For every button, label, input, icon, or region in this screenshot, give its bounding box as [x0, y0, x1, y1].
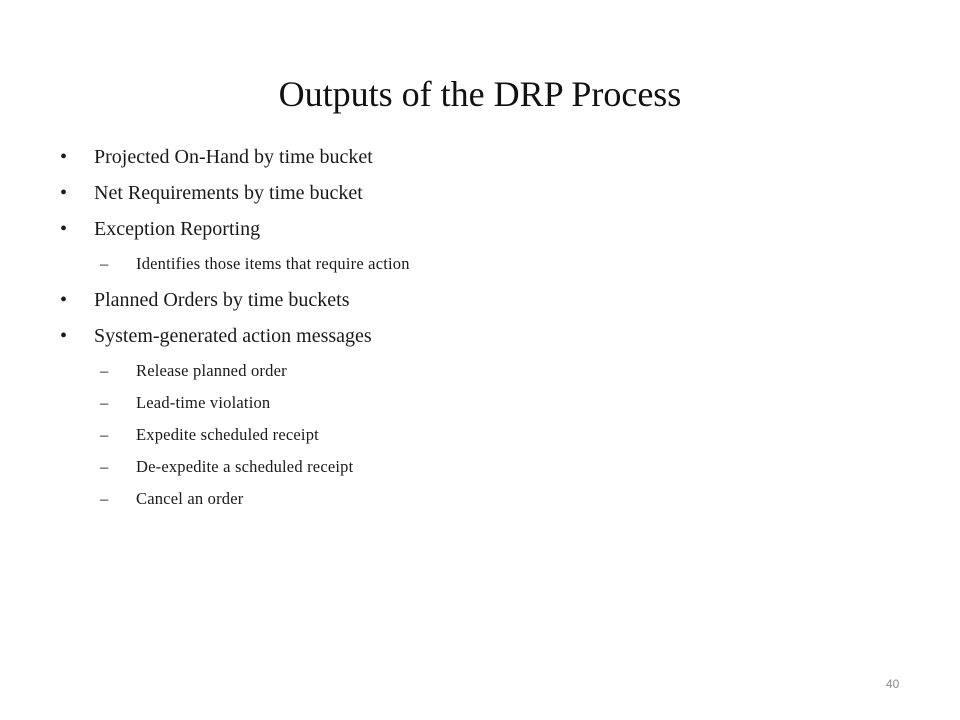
sub-bullet-item	[60, 488, 480, 509]
bullet-list	[60, 145, 480, 520]
sub-bullet-text: De-expedite a scheduled receipt	[136, 457, 354, 476]
bullet-text: Planned Orders by time buckets	[94, 289, 350, 311]
dash-marker: –	[100, 489, 109, 508]
bullet-marker: •	[60, 218, 68, 240]
sub-bullet-text: Expedite scheduled receipt	[136, 425, 319, 444]
sub-bullet-item	[60, 253, 480, 274]
bullet-item	[60, 145, 480, 169]
bullet-text: Net Requirements by time bucket	[94, 182, 363, 204]
sub-bullet-text: Cancel an order	[136, 489, 244, 508]
sub-bullet-item	[60, 424, 480, 445]
slide-title: Outputs of the DRP Process	[278, 74, 682, 115]
bullet-text: Exception Reporting	[94, 218, 261, 240]
bullet-marker: •	[60, 289, 68, 311]
bullet-marker: •	[60, 325, 68, 347]
sub-bullet-item	[60, 456, 480, 477]
sub-bullet-item	[60, 360, 480, 381]
bullet-marker: •	[60, 182, 68, 204]
dash-marker: –	[100, 457, 109, 476]
bullet-text: System-generated action messages	[94, 325, 372, 347]
page-number: 40	[886, 677, 900, 691]
dash-marker: –	[100, 393, 109, 412]
sub-bullet-text: Lead-time violation	[136, 393, 271, 412]
sub-bullet-item	[60, 392, 480, 413]
dash-marker: –	[100, 425, 109, 444]
sub-bullet-text: Release planned order	[136, 361, 287, 380]
bullet-marker: •	[60, 146, 68, 168]
sub-bullet-text: Identifies those items that require action	[136, 254, 410, 273]
bullet-item	[60, 288, 480, 312]
bullet-text: Projected On-Hand by time bucket	[94, 146, 373, 168]
bullet-item	[60, 324, 480, 348]
dash-marker: –	[100, 361, 109, 380]
bullet-item	[60, 181, 480, 205]
bullet-item	[60, 217, 480, 241]
dash-marker: –	[100, 254, 109, 273]
